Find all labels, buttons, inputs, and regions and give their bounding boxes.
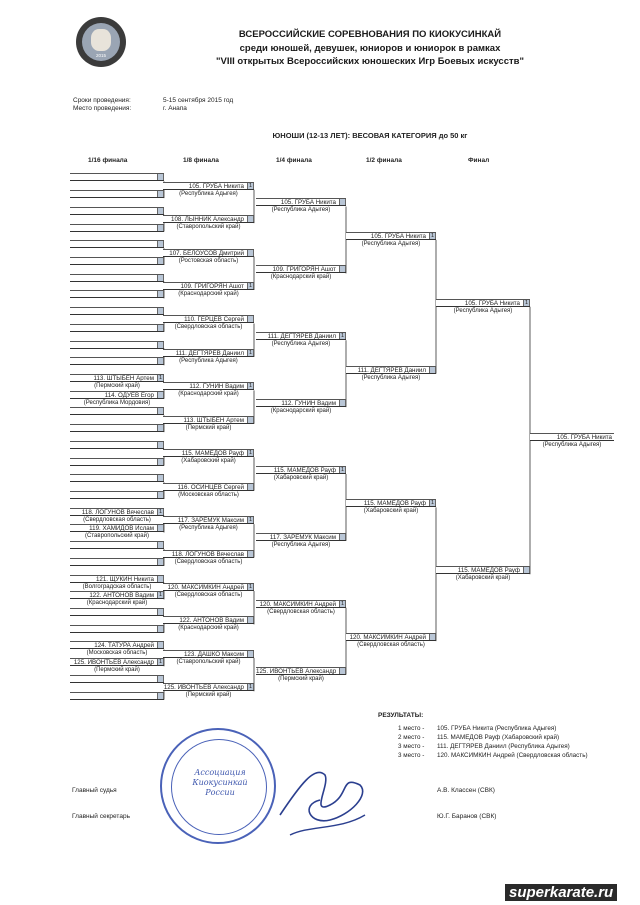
score-box (339, 667, 346, 675)
r4-slot-2 (256, 265, 346, 273)
results-place-2: 2 место - (398, 734, 425, 741)
competitor-region: (Волгоградская область) (82, 583, 152, 590)
score-box: 1 (158, 659, 163, 666)
score-box (157, 173, 164, 181)
score-box (157, 274, 164, 282)
r16-slot-2 (70, 190, 164, 198)
round-header-4: 1/2 финала (366, 157, 402, 164)
competitor-region: (Пермский край) (185, 424, 232, 431)
judge-label: Главный судья (72, 787, 117, 794)
signature-scribble (270, 745, 380, 845)
score-box: 1 (248, 450, 253, 457)
score-box (157, 675, 164, 683)
competitor-name: 117. ЗАРЕМУК Максим (177, 517, 244, 525)
secretary-label: Главный секретарь (72, 813, 130, 820)
score-box: 1 (248, 517, 253, 524)
competitor-region: (Хабаровский край) (455, 575, 511, 582)
r16-slot-22 (70, 524, 164, 532)
round-header-2: 1/8 финала (183, 157, 219, 164)
competitor-name: 118. ЛОГУНОВ Вячеслав (171, 550, 244, 558)
place-label: Место проведения: (73, 105, 132, 112)
r16-slot-1 (70, 173, 164, 181)
r16-slot-3 (70, 207, 164, 215)
r16-slot-6 (70, 257, 164, 265)
competitor-region: (Свердловская область) (174, 591, 243, 598)
r16-slot-26 (70, 591, 164, 599)
watermark: superkarate.ru (505, 884, 617, 901)
score-box (247, 416, 254, 424)
score-box: 1 (340, 333, 345, 340)
competitor-name: 105. ГРУБА Никита (370, 232, 426, 240)
score-box (247, 650, 254, 658)
r16-slot-27 (70, 608, 164, 616)
results-value-3: 111. ДЕГТЯРЕВ Даниил (Республика Адыгея) (437, 743, 570, 750)
competitor-name: 120. МАКСИМКИН Андрей (167, 583, 244, 591)
results-place-3: 3 место - (398, 743, 425, 750)
competitor-name: 109. ГРИГОРЯН Ашот (272, 266, 336, 274)
score-box (157, 541, 164, 549)
competitor-region: (Свердловская область) (267, 608, 335, 615)
score-box (157, 608, 164, 616)
competitor-name: 115. МАМЕДОВ Рауф (457, 567, 520, 575)
results-title: РЕЗУЛЬТАТЫ: (378, 712, 424, 719)
results-place-4: 3 место - (398, 752, 425, 759)
competitor-region: (Республика Мордовия) (83, 399, 151, 406)
competitor-name: 105. ГРУБА Никита (280, 199, 336, 207)
r16-slot-10 (70, 324, 164, 332)
title-line1: ВСЕРОССИЙСКИЕ СОРЕВНОВАНИЯ ПО КИОКУСИНКАЙ (238, 29, 502, 40)
score-box: 1 (248, 182, 253, 189)
place-value: г. Анапа (163, 105, 187, 112)
competitor-name: 121. ЩУКИН Никита (95, 575, 154, 583)
dates-label: Сроки проведения: (73, 97, 131, 104)
r8-slot-16 (163, 683, 254, 691)
competitor-region: (Ставропольский край) (176, 658, 241, 665)
competitor-name: 114. ОДУЕВ Егор (104, 391, 154, 399)
r4-slot-7 (256, 600, 346, 608)
competitor-name: 117. ЗАРЕМУК Максим (269, 533, 336, 541)
score-box (339, 533, 346, 541)
competitor-name: 111. ДЕГТЯРЕВ Даниил (267, 333, 336, 341)
competitor-name: 105. ГРУБА Никита (188, 182, 244, 190)
competitor-region: (Республика Адыгея) (361, 240, 421, 247)
competitor-region: (Краснодарский край) (178, 391, 239, 398)
r16-slot-20 (70, 491, 164, 499)
competitor-region: (Республика Адыгея) (179, 525, 238, 532)
competitor-name: 112. ГУНИН Вадим (281, 400, 336, 408)
competitor-region: (Московская область) (178, 491, 239, 498)
score-box (339, 265, 346, 273)
r16-slot-17 (70, 441, 164, 449)
r16-slot-9 (70, 307, 164, 315)
score-box (247, 249, 254, 257)
competitor-name: 122. АНТОНОВ Вадим (89, 592, 154, 600)
score-box (247, 616, 254, 624)
r16-slot-5 (70, 240, 164, 248)
r16-slot-7 (70, 274, 164, 282)
r8-slot-8 (163, 416, 254, 424)
stamp-text: Ассоциация Киокусинкай России (192, 768, 248, 797)
category-title: ЮНОШИ (12-13 ЛЕТ): ВЕСОВАЯ КАТЕГОРИЯ до 50 кг (272, 131, 468, 140)
competitor-region: (Хабаровский край) (273, 474, 329, 481)
r4-slot-6 (256, 533, 346, 541)
score-box: 1 (340, 466, 345, 473)
score-box: 1 (248, 283, 253, 290)
competitor-region: (Ставропольский край) (85, 533, 149, 540)
score-box (247, 550, 254, 558)
round-header-1: 1/16 финала (88, 157, 128, 164)
competitor-region: (Республика Адыгея) (271, 341, 331, 348)
competitor-region: (Республика Адыгея) (271, 207, 331, 214)
competitor-name: 118. ЛОГУНОВ Вячеслав (81, 508, 154, 516)
score-box: 1 (158, 592, 163, 599)
score-box: 1 (430, 500, 435, 507)
r8-slot-13 (163, 583, 254, 591)
competitor-name: 109. ГРИГОРЯН Ашот (180, 283, 244, 291)
competitor-name: 110. ГЕРЦЕВ Сергей (184, 316, 244, 324)
competitor-name: 105. ГРУБА Никита (464, 299, 520, 307)
r2-slot-2 (346, 366, 436, 374)
competitor-region: (Хабаровский край) (363, 508, 419, 515)
winner-region: (Республика Адыгея) (542, 441, 602, 448)
results-value-2: 115. МАМЕДОВ Рауф (Хабаровский край) (437, 734, 560, 741)
r16-slot-16 (70, 424, 164, 432)
competitor-region: (Пермский край) (94, 667, 140, 674)
competitor-name: 115. МАМЕДОВ Рауф (181, 450, 244, 458)
competitor-region: (Ставропольский край) (176, 224, 241, 231)
judge-name: А.В. Классен (СВК) (437, 787, 495, 794)
results-place-1: 1 место - (398, 725, 425, 732)
r8-slot-10 (163, 483, 254, 491)
score-box (247, 483, 254, 491)
r16-slot-31 (70, 675, 164, 683)
dates-value: 5-15 сентября 2015 год (163, 97, 234, 104)
r8-slot-7 (163, 382, 254, 390)
r16-slot-24 (70, 558, 164, 566)
competitor-region: (Республика Адыгея) (179, 190, 238, 197)
competitor-region: (Свердловская область) (174, 324, 243, 331)
final-slot-2 (436, 566, 530, 574)
competitor-name: 120. МАКСИМКИН Андрей (259, 600, 336, 608)
competitor-region: (Краснодарский край) (178, 625, 239, 632)
r4-slot-5 (256, 466, 346, 474)
r16-slot-19 (70, 474, 164, 482)
competitor-name: 125. ИВОНТЬЕВ Александр (73, 659, 154, 667)
competitor-region: (Свердловская область) (174, 558, 243, 565)
competitor-name: 122. АНТОНОВ Вадим (179, 617, 244, 625)
score-box (429, 633, 436, 641)
r4-slot-4 (256, 399, 346, 407)
title-line3: "VIII открытых Всероссийских юношеских Игр Боевых искусств" (216, 56, 524, 67)
competitor-region: (Ростовская область) (178, 257, 239, 264)
round-header-3: 1/4 финала (276, 157, 312, 164)
competitor-name: 108. ЛЫННИК Александр (171, 216, 244, 224)
competitor-region: (Краснодарский край) (86, 600, 148, 607)
score-box (429, 366, 436, 374)
score-box (247, 215, 254, 223)
results-value-4: 120. МАКСИМКИН Андрей (Свердловская область) (437, 752, 588, 759)
score-box: 1 (430, 232, 435, 239)
competitor-name: 107. БЕЛОУСОВ Дмитрий (169, 249, 244, 257)
competitor-name: 116. ОСИНЦЕВ Сергей (177, 483, 244, 491)
r4-slot-1 (256, 198, 346, 206)
r16-slot-32 (70, 692, 164, 700)
score-box (157, 441, 164, 449)
title-line2: среди юношей, девушек, юниоров и юниорок в рамках (239, 43, 501, 54)
r16-slot-25 (70, 575, 164, 583)
competitor-name: 115. МАМЕДОВ Рауф (273, 466, 336, 474)
score-box (339, 198, 346, 206)
competitor-region: (Республика Адыгея) (271, 541, 331, 548)
r16-slot-13 (70, 374, 164, 382)
competitor-name: 119. ХАМИДОВ Ислам (89, 525, 154, 533)
score-box (157, 474, 164, 482)
score-box: 1 (524, 299, 529, 306)
score-box (157, 207, 164, 215)
winner-slot (530, 433, 614, 441)
competitor-name: 125. ИВОНТЬЕВ Александр (163, 684, 244, 692)
competitor-region: (Республика Адыгея) (179, 357, 238, 364)
competitor-name: 115. МАМЕДОВ Рауф (363, 500, 426, 508)
winner-name: 105. ГРУБА Никита (556, 433, 612, 441)
competitor-region: (Свердловская область) (83, 516, 151, 523)
competitor-name: 111. ДЕГТЯРЕВ Даниил (357, 366, 426, 374)
competitor-region: (Свердловская область) (357, 642, 425, 649)
r16-slot-14 (70, 391, 164, 399)
results-value-1: 105. ГРУБА Никита (Республика Адыгея) (437, 725, 557, 732)
competitor-region: (Республика Адыгея) (453, 307, 513, 314)
r4-slot-3 (256, 332, 346, 340)
r8-slot-4 (163, 282, 254, 290)
r4-slot-8 (256, 667, 346, 675)
r2-slot-3 (346, 499, 436, 507)
score-box (157, 407, 164, 415)
official-stamp (160, 728, 276, 844)
r16-slot-15 (70, 407, 164, 415)
r16-slot-18 (70, 458, 164, 466)
r8-slot-14 (163, 616, 254, 624)
score-box (157, 575, 164, 583)
round-header-5: Финал (468, 157, 490, 164)
competitor-region: (Краснодарский край) (270, 408, 332, 415)
competitor-region: (Пермский край) (278, 675, 324, 682)
score-box: 1 (340, 600, 345, 607)
r8-slot-15 (163, 650, 254, 658)
competitor-region: (Краснодарский край) (270, 274, 332, 281)
r16-slot-8 (70, 290, 164, 298)
competitor-region: (Республика Адыгея) (361, 374, 421, 381)
competitor-name: 111. ДЕГТЯРЕВ Даниил (175, 349, 244, 357)
score-box: 1 (158, 374, 163, 381)
r8-slot-6 (163, 349, 254, 357)
competitor-region: (Пермский край) (94, 382, 140, 389)
r16-slot-21 (70, 508, 164, 516)
competitor-region: (Московская область) (86, 650, 148, 657)
competitor-name: 125. ИВОНТЬЕВ Александр (256, 667, 337, 675)
score-box: 1 (248, 583, 253, 590)
competitor-name: 113. ШТЫБЕН Артем (183, 416, 244, 424)
logo-year: 2015 (95, 53, 106, 58)
r8-slot-1 (163, 182, 254, 190)
competitor-name: 120. МАКСИМКИН Андрей (349, 634, 426, 642)
final-slot-1 (436, 299, 530, 307)
competitor-name: 123. ДАШКО Максим (183, 650, 244, 658)
competitor-region: (Хабаровский край) (181, 458, 236, 465)
score-box (157, 641, 164, 649)
r16-slot-12 (70, 357, 164, 365)
score-box (157, 307, 164, 315)
secretary-name: Ю.Г. Баранов (СВК) (437, 813, 497, 820)
score-box (157, 341, 164, 349)
score-box (247, 315, 254, 323)
r16-slot-4 (70, 224, 164, 232)
r8-slot-9 (163, 449, 254, 457)
score-box: 1 (158, 508, 163, 515)
r8-slot-11 (163, 516, 254, 524)
r16-slot-11 (70, 341, 164, 349)
r16-slot-28 (70, 625, 164, 633)
score-box (339, 399, 346, 407)
r2-slot-1 (346, 232, 436, 240)
score-box (523, 566, 530, 574)
r16-slot-29 (70, 641, 164, 649)
competitor-name: 113. ШТЫБЕН Артем (93, 374, 154, 382)
score-box: 1 (248, 383, 253, 390)
r16-slot-23 (70, 541, 164, 549)
competitor-name: 112. ГУНИН Вадим (189, 383, 244, 391)
r8-slot-12 (163, 550, 254, 558)
r8-slot-3 (163, 249, 254, 257)
score-box: 1 (248, 684, 253, 691)
score-box: 1 (248, 349, 253, 356)
competitor-name: 124. ТАТУРА Андрей (94, 642, 154, 650)
score-box (157, 240, 164, 248)
r8-slot-2 (163, 215, 254, 223)
competitor-region: (Пермский край) (185, 692, 232, 699)
r2-slot-4 (346, 633, 436, 641)
r8-slot-5 (163, 315, 254, 323)
competitor-region: (Краснодарский край) (178, 291, 239, 298)
r16-slot-30 (70, 658, 164, 666)
